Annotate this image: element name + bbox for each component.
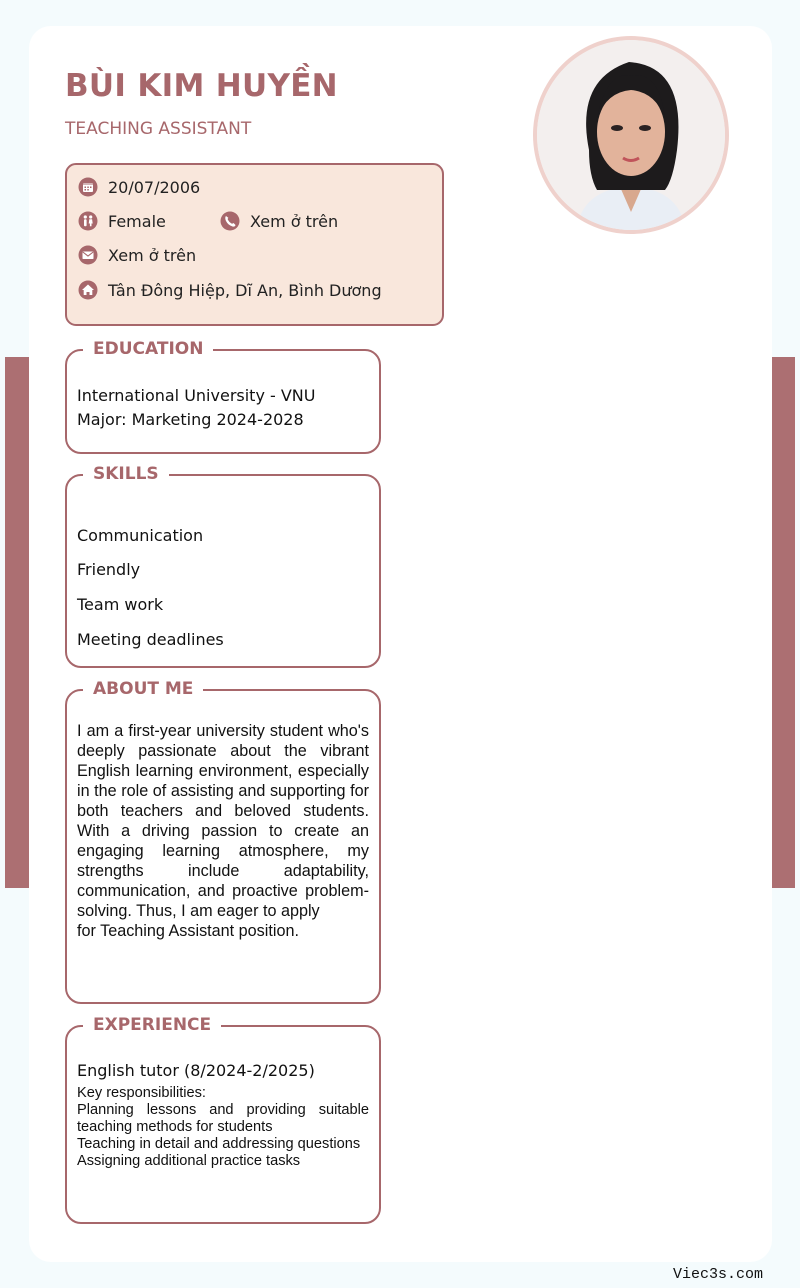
skill-item: Communication: [77, 526, 204, 545]
education-school: International University - VNU: [77, 386, 316, 405]
skills-section: [65, 464, 381, 668]
about-section: [65, 679, 381, 1004]
skill-item: Meeting deadlines: [77, 630, 224, 649]
profile-photo: [533, 36, 729, 234]
job-title: TEACHING ASSISTANT: [65, 119, 252, 139]
about-paragraph: I am a first-year university student who's deeply passionate about the vibrant English learning environment, especially in the role of assisting and supporting for both teachers and beloved students. With a driving passion to create an engaging learning atmosphere, my strengths include adaptability, communication, and proactive problem-solving. Thus, I am eager to apply: [77, 722, 369, 920]
left-accent-band: [5, 357, 29, 888]
skills-heading: SKILLS: [83, 463, 169, 485]
skill-item: Friendly: [77, 560, 141, 579]
about-paragraph-end: for Teaching Assistant position.: [77, 922, 299, 940]
contact-info-box: [65, 163, 444, 326]
calendar-icon: [78, 177, 98, 197]
experience-detail-line: Assigning additional practice tasks: [77, 1153, 301, 1169]
portrait-illustration: [537, 40, 725, 230]
education-section: [65, 339, 381, 454]
phone-text: Xem ở trên: [250, 211, 339, 231]
email-text: Xem ở trên: [108, 245, 197, 265]
home-icon: [78, 280, 98, 300]
experience-job: English tutor (8/2024-2/2025): [77, 1061, 315, 1080]
about-text: [77, 721, 369, 941]
experience-detail-line: Teaching in detail and addressing questions: [77, 1136, 361, 1152]
candidate-name: BÙI KIM HUYỀN: [65, 68, 338, 104]
gender-row: [78, 211, 166, 231]
gender-icon: [78, 211, 98, 231]
education-heading: EDUCATION: [83, 338, 213, 360]
gender-text: Female: [108, 211, 166, 231]
experience-details: [77, 1085, 369, 1170]
skill-item: Team work: [77, 595, 164, 614]
education-major: Major: Marketing 2024-2028: [77, 410, 304, 429]
experience-detail-line: Planning lessons and providing suitable teaching methods for students: [77, 1102, 369, 1135]
watermark: Viec3s.com: [673, 1266, 764, 1283]
experience-section: [65, 1015, 381, 1224]
address-row: [78, 280, 382, 300]
experience-heading: EXPERIENCE: [83, 1014, 221, 1036]
experience-detail-line: Key responsibilities:: [77, 1085, 206, 1101]
address-text: Tân Đông Hiệp, Dĩ An, Bình Dương: [108, 280, 382, 300]
birthdate-row: [78, 177, 200, 197]
phone-row: [220, 211, 338, 231]
phone-icon: [220, 211, 240, 231]
about-heading: ABOUT ME: [83, 678, 203, 700]
envelope-icon: [78, 245, 98, 265]
right-accent-band: [772, 357, 795, 888]
birthdate-text: 20/07/2006: [108, 177, 201, 197]
email-row: [78, 245, 196, 265]
